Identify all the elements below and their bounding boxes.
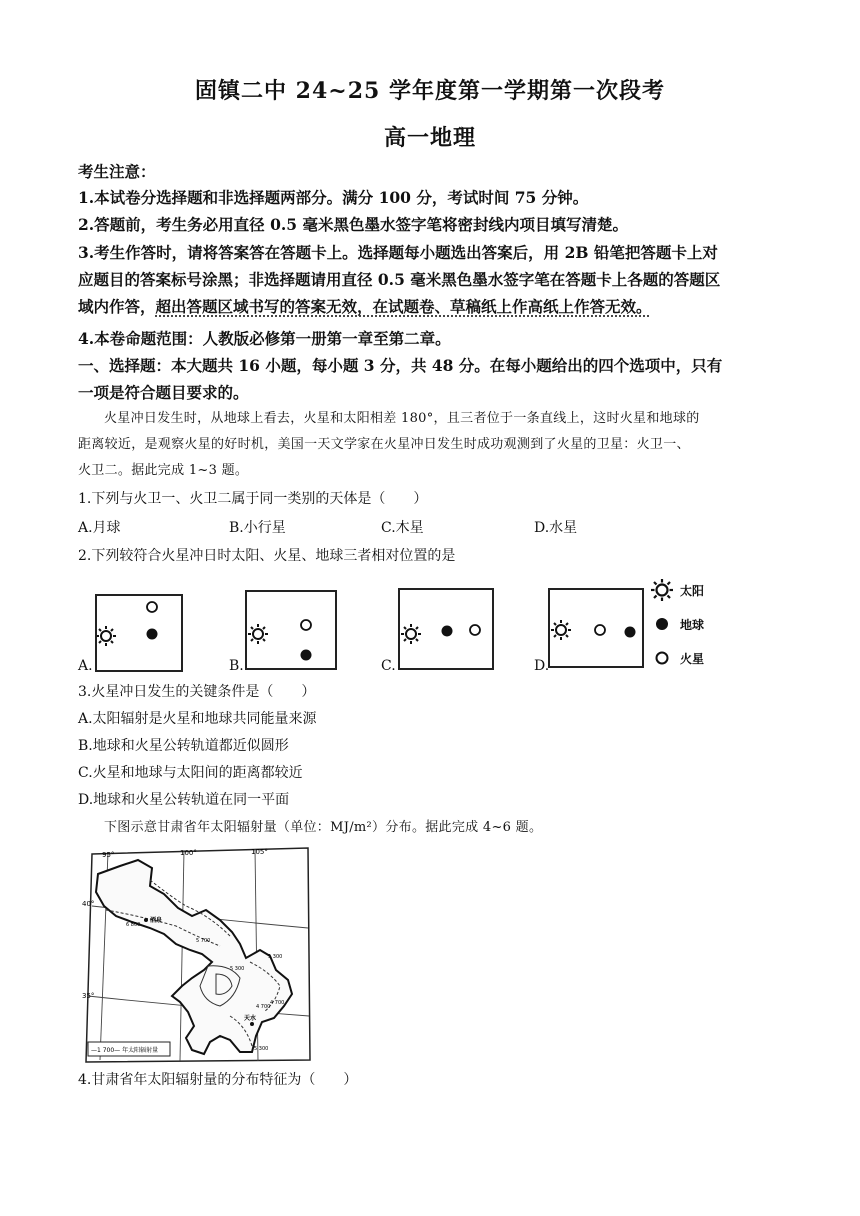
legend-mars-label: 火星	[680, 652, 705, 666]
passage1-line3: 火卫二。据此完成 1~3 题。	[78, 463, 249, 478]
sun-icon	[651, 579, 673, 601]
legend-earth-label: 地球	[680, 618, 705, 632]
q1-option-c[interactable]: C.木星	[381, 520, 424, 536]
notice-item-1: 1.本试卷分选择题和非选择题两部分。满分 100 分，考试时间 75 分钟。	[78, 188, 589, 207]
q1-option-a[interactable]: A.月球	[78, 520, 121, 536]
notice-item-3c	[78, 293, 788, 320]
q3-stem: 3.火星冲日发生的关键条件是（ ）	[78, 684, 316, 700]
q3-option-b[interactable]: B.地球和火星公转轨道都近似圆形	[78, 738, 289, 754]
isoline-label: 5 700	[196, 938, 211, 944]
q2-option-b[interactable]: B.	[229, 658, 244, 674]
lat-label-35: 35°	[82, 992, 95, 1000]
gansu-outline	[96, 860, 292, 1054]
isoline-label: 4 700	[270, 1000, 285, 1006]
sun-icon	[551, 620, 571, 640]
q1-option-b[interactable]: B.小行星	[229, 520, 286, 536]
notice-item-4: 4.本卷命题范围：人教版必修第一册第一章至第二章。	[78, 329, 451, 348]
sun-icon	[97, 626, 116, 646]
mars-icon	[595, 625, 605, 635]
q1-stem: 1.下列与火卫一、火卫二属于同一类别的天体是（ ）	[78, 491, 428, 507]
q2-legend	[650, 578, 730, 668]
exam-title: 固镇二中 24~25 学年度第一学期第一次段考	[195, 78, 665, 104]
mars-icon	[301, 620, 311, 630]
notice-item-3c-emphasis: 超出答题区域书写的答案无效，在试题卷、草稿纸上作高纸上作答无效。	[155, 297, 652, 316]
diagram-b	[245, 590, 337, 670]
map-legend-label: —1 700— 年太阳辐射量	[91, 1047, 159, 1054]
gansu-radiation-map	[80, 846, 320, 1064]
lon-label-100: 100°	[180, 849, 197, 857]
sun-icon	[248, 624, 268, 644]
mars-icon	[470, 625, 480, 635]
exam-subject: 高一地理	[383, 125, 476, 151]
q2-stem: 2.下列较符合火星冲日时太阳、火星、地球三者相对位置的是	[78, 548, 456, 564]
isoline-label: 4 700	[256, 1004, 271, 1010]
earth-icon	[442, 626, 453, 637]
earth-icon	[656, 618, 668, 630]
meridian-100	[180, 850, 184, 1061]
q3-option-c[interactable]: C.火星和地球与太阳间的距离都较近	[78, 765, 303, 781]
mars-icon	[147, 602, 157, 612]
diagram-d	[548, 588, 644, 668]
legend-sun-label: 太阳	[680, 584, 705, 598]
earth-icon	[301, 650, 312, 661]
q2-option-d[interactable]: D.	[534, 658, 550, 674]
diagram-a	[95, 594, 183, 672]
diagram-c	[398, 588, 494, 670]
city-tianshui-dot	[250, 1022, 254, 1026]
place-tianshui: 天水	[244, 1015, 257, 1022]
isoline-label: 5 300	[254, 1046, 269, 1052]
q3-option-d[interactable]: D.地球和火星公转轨道在同一平面	[78, 792, 290, 808]
passage1-line1: 火星冲日发生时，从地球上看去，火星和太阳相差 180°，且三者位于一条直线上，这时火星和地球的	[104, 411, 700, 426]
notice-item-3c-plain: 域内作答，	[78, 297, 156, 316]
sun-icon	[401, 624, 421, 644]
isoline-label: 6 800	[126, 922, 141, 928]
q3-option-a[interactable]: A.太阳辐射是火星和地球共同能量来源	[78, 711, 317, 727]
notice-item-3b: 应题目的答案标号涂黑；非选择题请用直径 0.5 毫米黑色墨水签字笔在答题卡上各题的答题区	[78, 270, 721, 289]
notice-item-3a: 3.考生作答时，请将答案答在答题卡上。选择题每小题选出答案后，用 2B 铅笔把答题卡上对	[78, 243, 718, 262]
q1-option-d[interactable]: D.水星	[534, 520, 578, 536]
mars-icon	[657, 653, 668, 664]
isoline-label: 5 300	[268, 954, 283, 960]
isoline-label: 5 300	[230, 966, 245, 972]
lon-label-105: 105°	[251, 848, 268, 856]
lon-label-95: 95°	[102, 851, 115, 859]
section1-heading-a: 一、选择题：本大题共 16 小题，每小题 3 分，共 48 分。在每小题给出的四个选项中，只有	[78, 356, 723, 375]
place-jiuquan: 酒泉	[150, 917, 163, 924]
passage1-line2: 距离较近，是观察火星的好时机，美国一天文学家在火星冲日发生时成功观测到了火星的卫星：火卫一、	[78, 437, 690, 452]
earth-icon	[147, 629, 158, 640]
notice-heading: 考生注意：	[78, 162, 156, 181]
lat-label-40: 40°	[82, 900, 95, 908]
earth-icon	[625, 627, 636, 638]
notice-item-2: 2.答题前，考生务必用直径 0.5 毫米黑色墨水签字笔将密封线内项目填写清楚。	[78, 215, 628, 234]
q4-stem: 4.甘肃省年太阳辐射量的分布特征为（ ）	[78, 1072, 358, 1088]
section1-heading-b: 一项是符合题目要求的。	[78, 383, 249, 402]
q2-option-c[interactable]: C.	[381, 658, 396, 674]
q2-option-a[interactable]: A.	[78, 658, 93, 674]
passage2-line1: 下图示意甘肃省年太阳辐射量（单位：MJ/m²）分布。据此完成 4~6 题。	[104, 820, 543, 835]
city-jiuquan-dot	[144, 918, 148, 922]
